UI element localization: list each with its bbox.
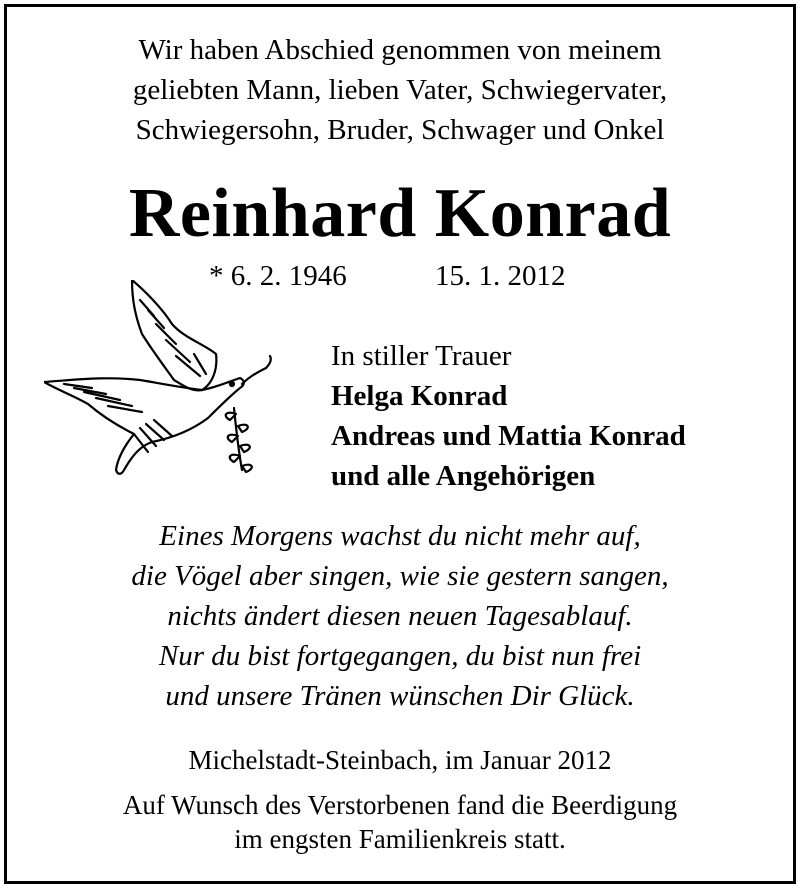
place-date: Michelstadt-Steinbach, im Januar 2012 bbox=[188, 745, 612, 775]
intro-line: geliebten Mann, lieben Vater, Schwiegervater, bbox=[132, 74, 668, 106]
intro-line: Wir haben Abschied genommen von meinem bbox=[138, 34, 662, 66]
funeral-note-line: im engsten Familienkreis statt. bbox=[234, 824, 566, 854]
poem bbox=[0, 516, 800, 716]
intro-text bbox=[0, 30, 800, 150]
poem-line: die Vögel aber singen, wie sie gestern sangen, bbox=[131, 560, 669, 592]
death-date: 15. 1. 2012 bbox=[435, 260, 566, 292]
deceased-name: Reinhard Konrad bbox=[128, 175, 672, 252]
funeral-note bbox=[0, 788, 800, 856]
mourner-name: Andreas und Mattia Konrad bbox=[331, 420, 686, 452]
poem-line: Eines Morgens wachst du nicht mehr auf, bbox=[159, 520, 641, 552]
intro-line: Schwiegersohn, Bruder, Schwager und Onkel bbox=[135, 114, 665, 146]
mourners-heading: In stiller Trauer bbox=[331, 340, 512, 372]
birth-date: * 6. 2. 1946 bbox=[209, 260, 347, 292]
mourner-name: und alle Angehörigen bbox=[331, 460, 596, 492]
mourners-block bbox=[331, 336, 686, 496]
dove-with-olive-branch-icon bbox=[44, 280, 274, 480]
poem-line: Nur du bist fortgegangen, du bist nun frei bbox=[158, 640, 642, 672]
poem-line: nichts ändert diesen neuen Tagesablauf. bbox=[167, 600, 633, 632]
poem-line: und unsere Tränen wünschen Dir Glück. bbox=[165, 680, 635, 712]
funeral-note-line: Auf Wunsch des Verstorbenen fand die Beerdigung bbox=[122, 790, 678, 820]
mourner-name: Helga Konrad bbox=[331, 380, 508, 412]
